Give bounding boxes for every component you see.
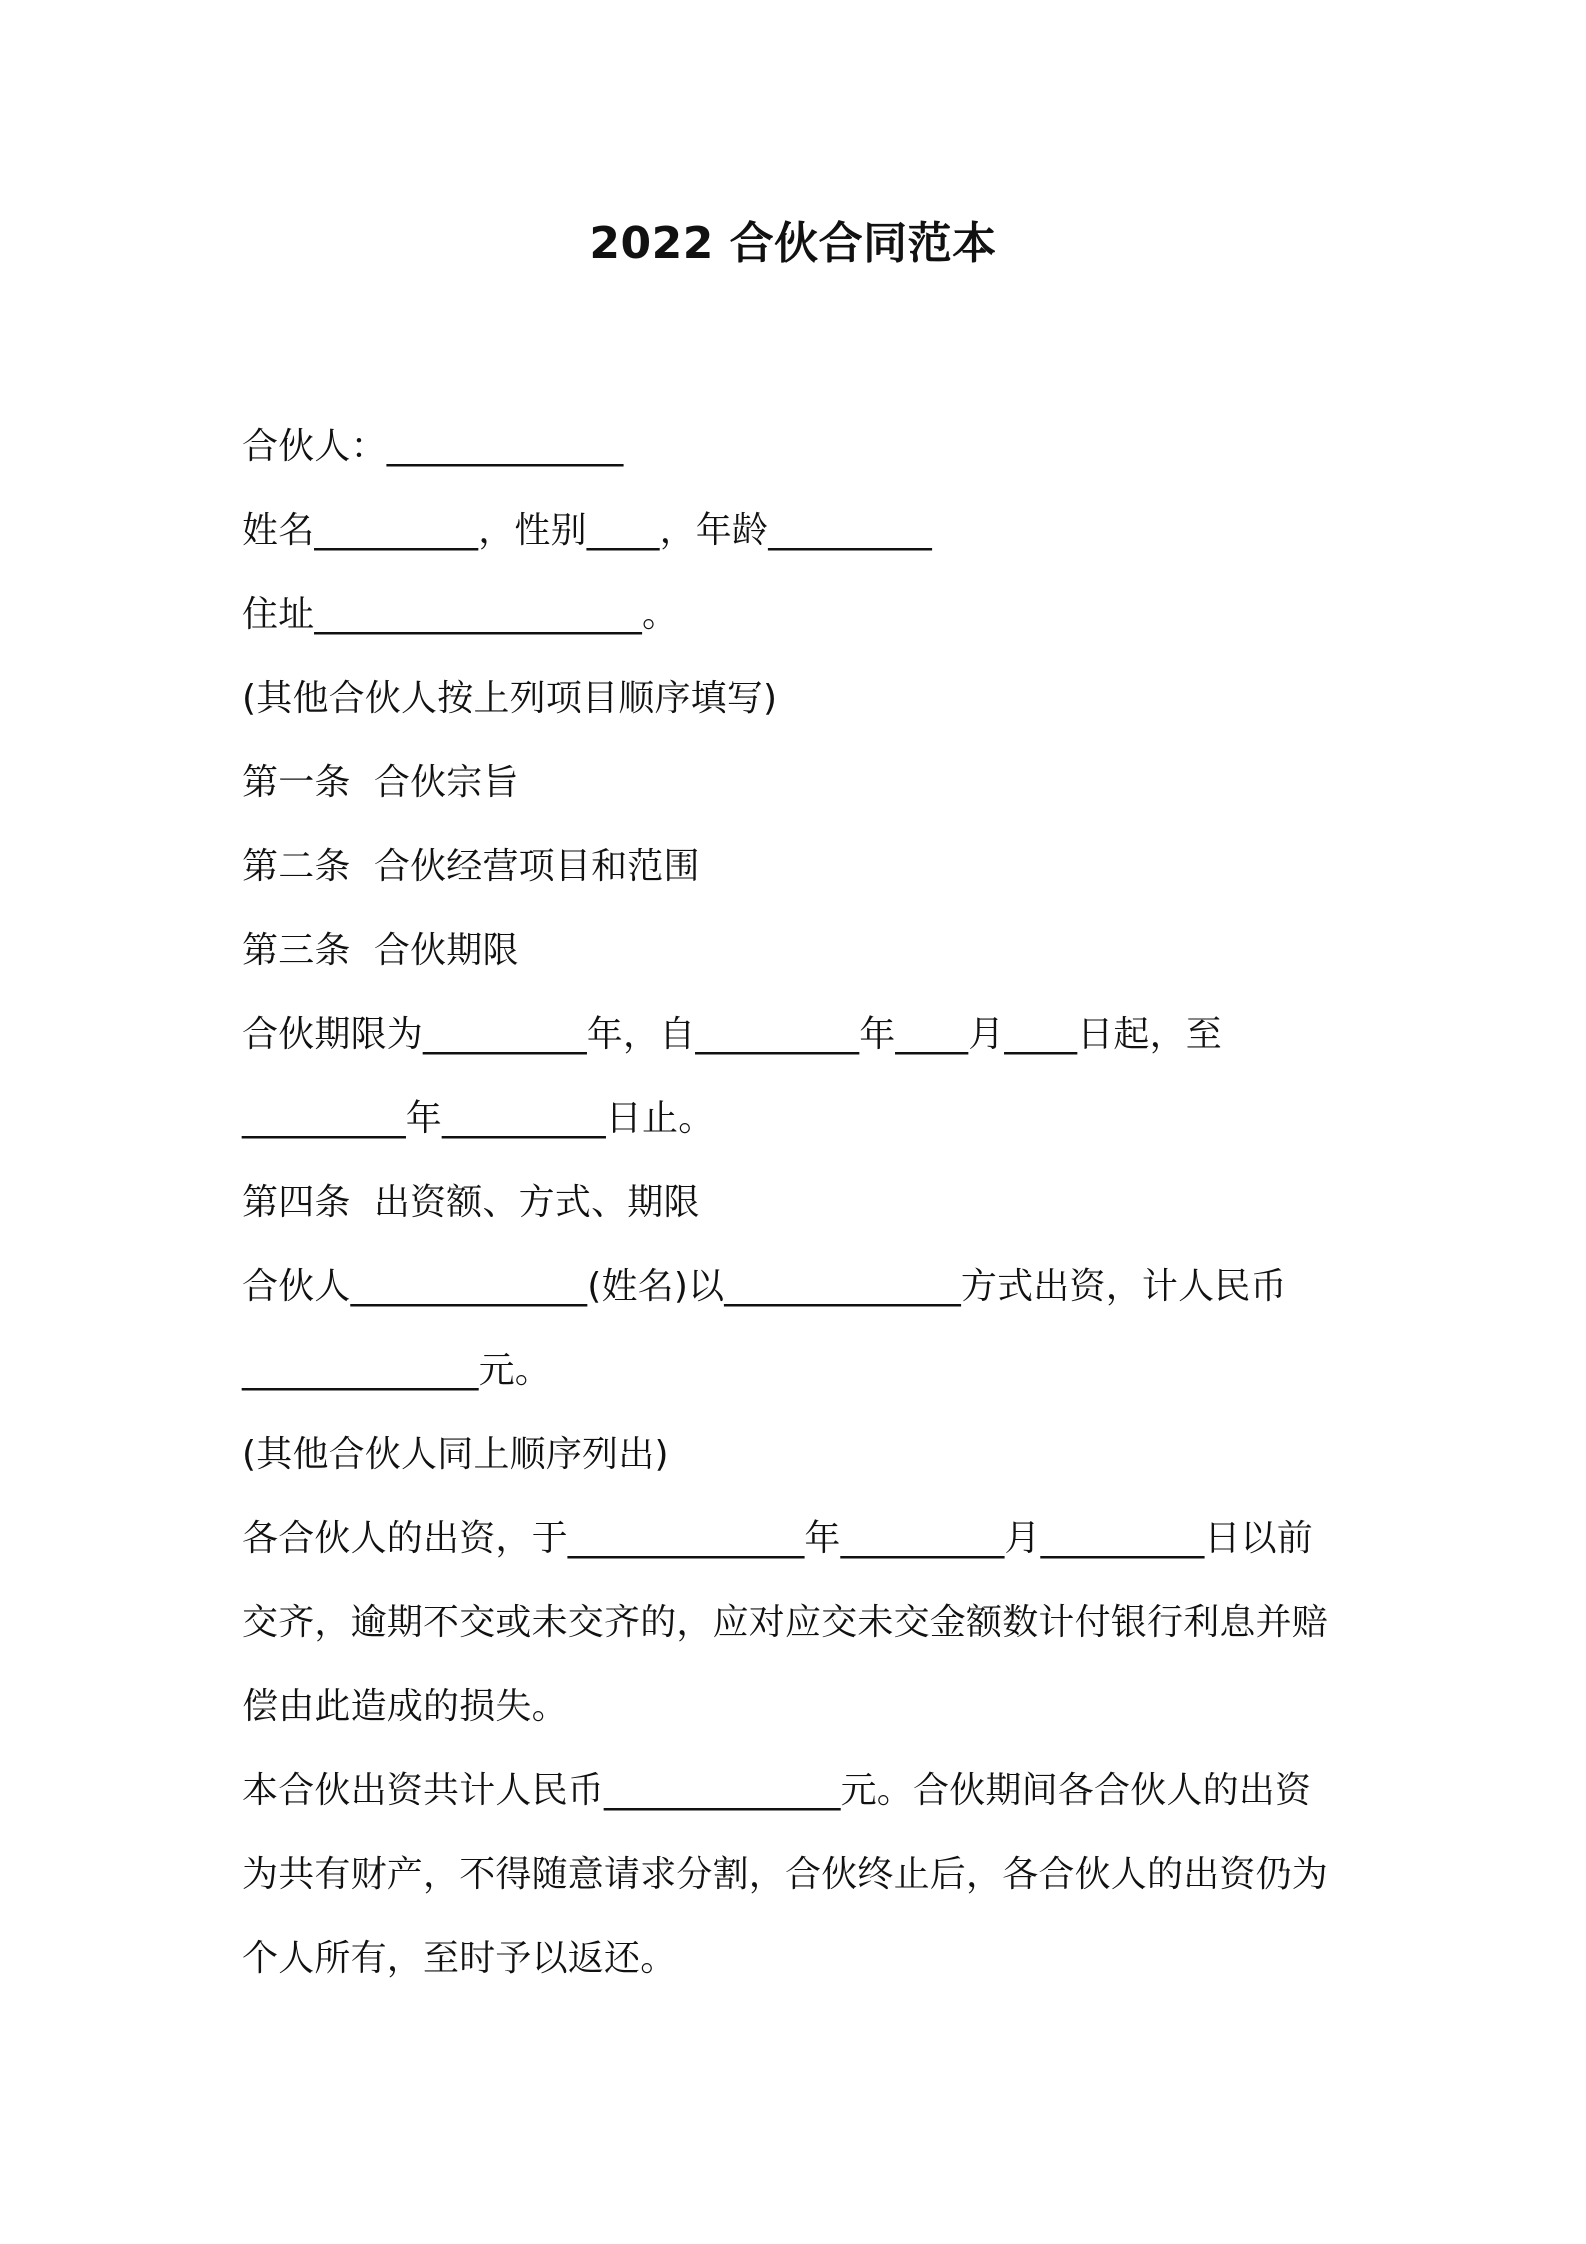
article-2-heading: 第二条 合伙经营项目和范围 [242,846,700,887]
article-3-heading: 第三条 合伙期限 [242,930,519,971]
total-contribution-line-3: 个人所有，至时予以返还。 [242,1938,677,1979]
article-1-heading: 第一条 合伙宗旨 [242,762,519,803]
other-partners-note: (其他合伙人按上列项目顺序填写) [242,678,778,719]
name-gender-age-line: 姓名_________，性别____，年龄_________ [242,510,933,551]
payment-deadline-line-1: 各合伙人的出资，于_____________年_________月_________日以前 [242,1518,1314,1559]
document-title: 2022 合伙合同范本 [589,218,997,269]
term-line-1: 合伙期限为_________年，自_________年____月____日起，至 [242,1014,1223,1055]
address-line: 住址__________________。 [242,594,679,635]
payment-deadline-line-3: 偿由此造成的损失。 [242,1686,568,1727]
contribution-line-2: _____________元。 [242,1350,551,1391]
document-body [242,405,1362,2001]
total-contribution-line-2: 为共有财产，不得随意请求分割，合伙终止后，各合伙人的出资仍为 [242,1854,1329,1895]
payment-deadline-line-2: 交齐，逾期不交或未交齐的，应对应交未交金额数计付银行利息并赔 [242,1602,1329,1643]
partner-line: 合伙人：_____________ [242,426,624,467]
article-4-heading: 第四条 出资额、方式、期限 [242,1182,700,1223]
contribution-line-1: 合伙人_____________(姓名)以_____________方式出资，计人民币 [242,1266,1287,1307]
term-line-2: _________年_________日止。 [242,1098,715,1139]
other-partners-order-note: (其他合伙人同上顺序列出) [242,1434,669,1475]
total-contribution-line-1: 本合伙出资共计人民币_____________元。合伙期间各合伙人的出资 [242,1770,1312,1811]
